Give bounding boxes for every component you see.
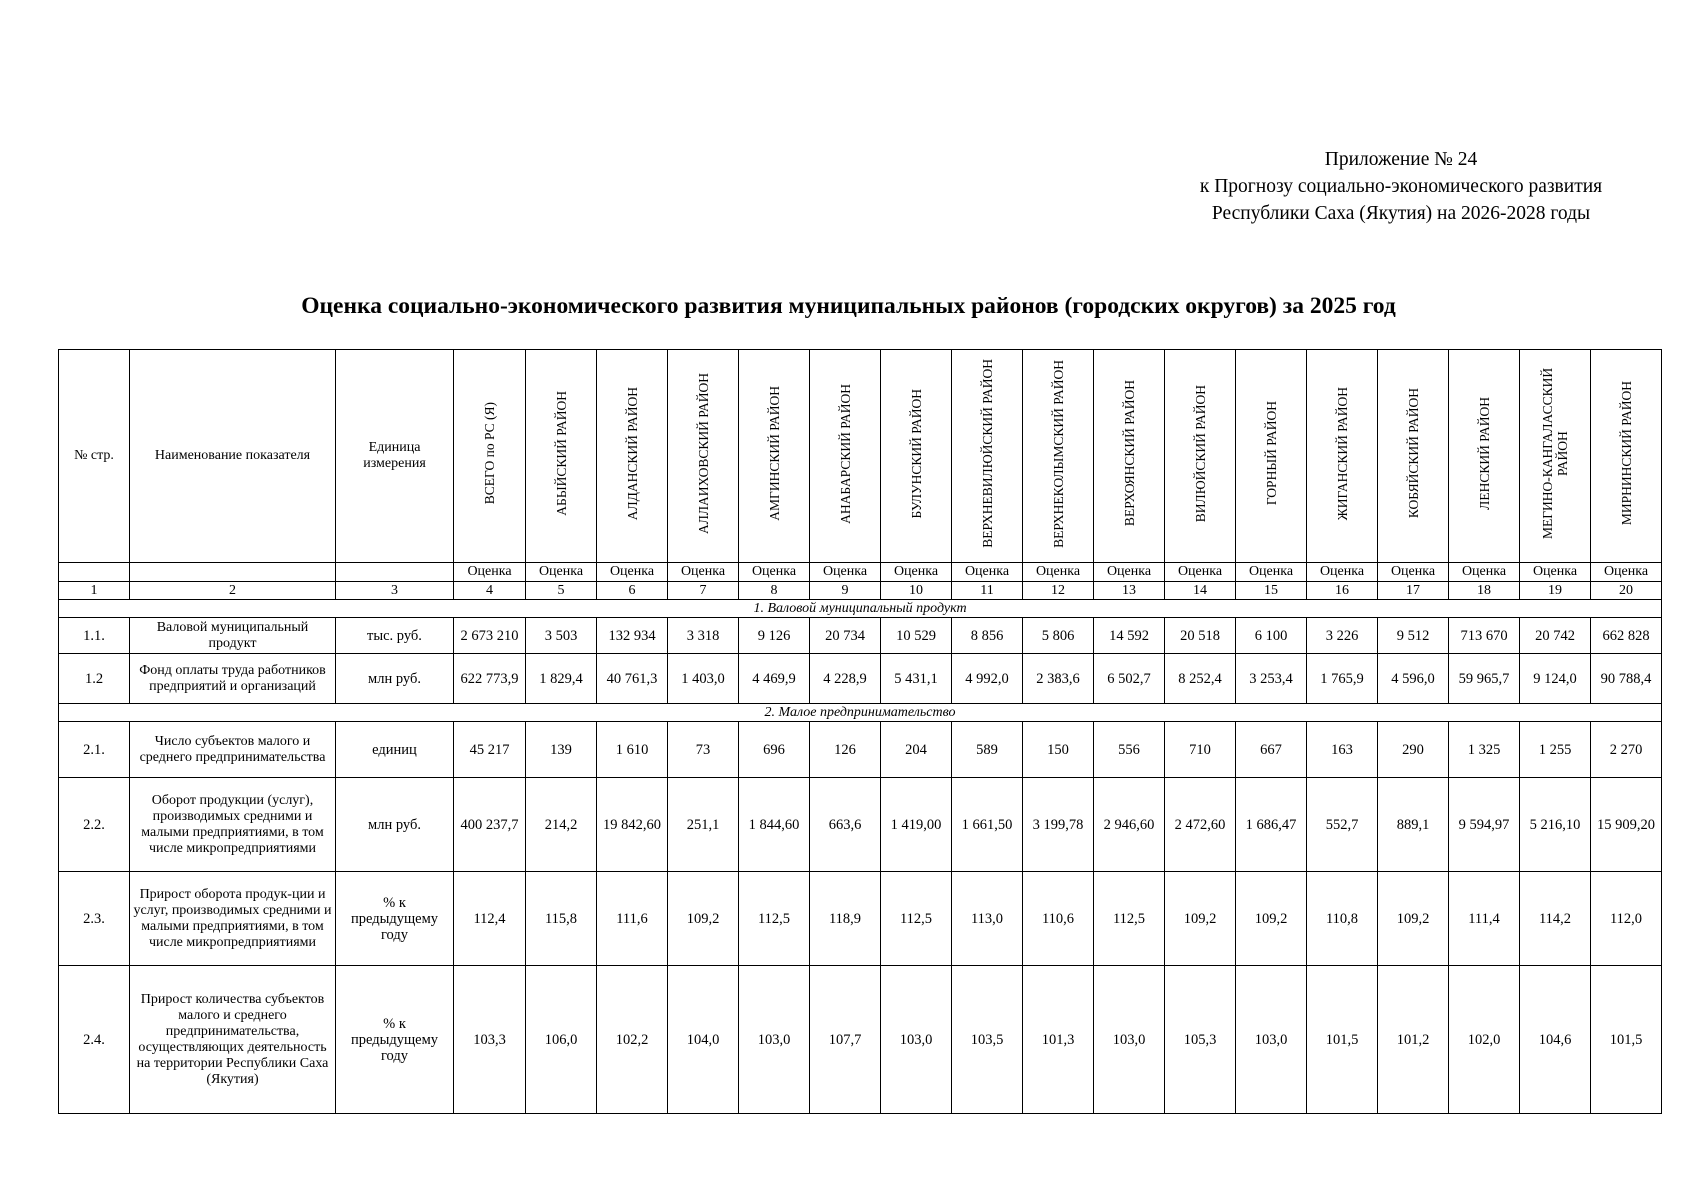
estimate-label: Оценка <box>668 563 739 582</box>
value-cell: 2 270 <box>1591 722 1662 778</box>
value-cell: 622 773,9 <box>454 654 526 704</box>
column-number: 1 <box>59 582 130 600</box>
value-cell: 90 788,4 <box>1591 654 1662 704</box>
unit-of-measure: тыс. руб. <box>336 618 454 654</box>
unit-of-measure: единиц <box>336 722 454 778</box>
district-header <box>1023 350 1094 563</box>
district-name: АЛЛАИХОВСКИЙ РАЙОН <box>695 372 711 535</box>
table-row <box>59 778 1662 872</box>
district-name: АЛДАНСКИЙ РАЙОН <box>624 386 640 521</box>
district-name: ВИЛЮЙСКИЙ РАЙОН <box>1192 384 1208 523</box>
value-cell: 104,6 <box>1520 966 1591 1114</box>
district-header <box>1307 350 1378 563</box>
district-name: ЛЕНСКИЙ РАЙОН <box>1476 397 1492 510</box>
column-number: 3 <box>336 582 454 600</box>
header-unit: Единица измерения <box>336 350 454 563</box>
value-cell: 1 255 <box>1520 722 1591 778</box>
estimate-label: Оценка <box>1236 563 1307 582</box>
estimate-row <box>59 563 1662 582</box>
value-cell: 1 844,60 <box>739 778 810 872</box>
value-cell: 552,7 <box>1307 778 1378 872</box>
header-num: № стр. <box>59 350 130 563</box>
district-header <box>668 350 739 563</box>
estimate-label: Оценка <box>1449 563 1520 582</box>
value-cell: 15 909,20 <box>1591 778 1662 872</box>
section-row <box>59 704 1662 722</box>
column-number: 11 <box>952 582 1023 600</box>
value-cell: 4 469,9 <box>739 654 810 704</box>
empty-cell <box>130 563 336 582</box>
estimate-label: Оценка <box>952 563 1023 582</box>
value-cell: 3 199,78 <box>1023 778 1094 872</box>
value-cell: 662 828 <box>1591 618 1662 654</box>
value-cell: 3 253,4 <box>1236 654 1307 704</box>
estimate-label: Оценка <box>526 563 597 582</box>
value-cell: 114,2 <box>1520 872 1591 966</box>
district-name: ЖИГАНСКИЙ РАЙОН <box>1334 386 1350 521</box>
value-cell: 8 856 <box>952 618 1023 654</box>
value-cell: 6 100 <box>1236 618 1307 654</box>
value-cell: 59 965,7 <box>1449 654 1520 704</box>
district-name: ВЕРХНЕКОЛЫМСКИЙ РАЙОН <box>1050 359 1066 548</box>
value-cell: 5 431,1 <box>881 654 952 704</box>
column-number: 4 <box>454 582 526 600</box>
value-cell: 103,5 <box>952 966 1023 1114</box>
value-cell: 109,2 <box>1165 872 1236 966</box>
value-cell: 110,8 <box>1307 872 1378 966</box>
value-cell: 45 217 <box>454 722 526 778</box>
value-cell: 139 <box>526 722 597 778</box>
value-cell: 101,3 <box>1023 966 1094 1114</box>
value-cell: 713 670 <box>1449 618 1520 654</box>
value-cell: 3 503 <box>526 618 597 654</box>
estimate-label: Оценка <box>1094 563 1165 582</box>
district-header <box>810 350 881 563</box>
district-header <box>1591 350 1662 563</box>
value-cell: 14 592 <box>1094 618 1165 654</box>
estimate-label: Оценка <box>454 563 526 582</box>
value-cell: 111,6 <box>597 872 668 966</box>
column-number-row <box>59 582 1662 600</box>
column-number: 14 <box>1165 582 1236 600</box>
estimate-label: Оценка <box>1023 563 1094 582</box>
value-cell: 667 <box>1236 722 1307 778</box>
value-cell: 1 610 <box>597 722 668 778</box>
value-cell: 112,5 <box>739 872 810 966</box>
value-cell: 103,0 <box>739 966 810 1114</box>
estimate-label: Оценка <box>597 563 668 582</box>
column-number: 10 <box>881 582 952 600</box>
estimate-label: Оценка <box>810 563 881 582</box>
column-number: 6 <box>597 582 668 600</box>
value-cell: 106,0 <box>526 966 597 1114</box>
value-cell: 400 237,7 <box>454 778 526 872</box>
value-cell: 103,3 <box>454 966 526 1114</box>
column-number: 9 <box>810 582 881 600</box>
value-cell: 710 <box>1165 722 1236 778</box>
value-cell: 102,2 <box>597 966 668 1114</box>
value-cell: 103,0 <box>881 966 952 1114</box>
section-row <box>59 600 1662 618</box>
value-cell: 118,9 <box>810 872 881 966</box>
column-number: 15 <box>1236 582 1307 600</box>
value-cell: 1 325 <box>1449 722 1520 778</box>
value-cell: 9 594,97 <box>1449 778 1520 872</box>
value-cell: 109,2 <box>1236 872 1307 966</box>
value-cell: 110,6 <box>1023 872 1094 966</box>
value-cell: 1 686,47 <box>1236 778 1307 872</box>
column-number: 2 <box>130 582 336 600</box>
value-cell: 251,1 <box>668 778 739 872</box>
row-number: 2.4. <box>59 966 130 1114</box>
column-number: 20 <box>1591 582 1662 600</box>
value-cell: 109,2 <box>1378 872 1449 966</box>
value-cell: 9 126 <box>739 618 810 654</box>
empty-cell <box>59 563 130 582</box>
district-name: КОБЯЙСКИЙ РАЙОН <box>1405 388 1421 519</box>
column-number: 5 <box>526 582 597 600</box>
value-cell: 556 <box>1094 722 1165 778</box>
district-header <box>526 350 597 563</box>
appendix-line-1: Приложение № 24 <box>1324 149 1478 170</box>
value-cell: 113,0 <box>952 872 1023 966</box>
district-name: АНАБАРСКИЙ РАЙОН <box>837 383 853 524</box>
value-cell: 112,5 <box>1094 872 1165 966</box>
estimate-label: Оценка <box>1591 563 1662 582</box>
district-name: ВЕРХНЕВИЛЮЙСКИЙ РАЙОН <box>979 359 995 548</box>
value-cell: 115,8 <box>526 872 597 966</box>
indicator-name: Прирост оборота продук-ции и услуг, производимых средними и малыми предприятиями, в том числе микропредприятиями <box>130 872 336 966</box>
district-header <box>1378 350 1449 563</box>
district-header <box>1236 350 1307 563</box>
table-row <box>59 654 1662 704</box>
unit-of-measure: млн руб. <box>336 778 454 872</box>
indicator-name: Валовой муниципальный продукт <box>130 618 336 654</box>
empty-cell <box>336 563 454 582</box>
estimate-label: Оценка <box>881 563 952 582</box>
row-number: 1.1. <box>59 618 130 654</box>
row-number: 2.3. <box>59 872 130 966</box>
table-row <box>59 872 1662 966</box>
value-cell: 1 403,0 <box>668 654 739 704</box>
column-number: 7 <box>668 582 739 600</box>
unit-of-measure: % к предыдущему году <box>336 872 454 966</box>
table-row <box>59 722 1662 778</box>
district-header <box>952 350 1023 563</box>
district-name: АБЫЙСКИЙ РАЙОН <box>553 391 569 516</box>
row-number: 1.2 <box>59 654 130 704</box>
value-cell: 132 934 <box>597 618 668 654</box>
value-cell: 2 673 210 <box>454 618 526 654</box>
value-cell: 2 383,6 <box>1023 654 1094 704</box>
district-name: ГОРНЫЙ РАЙОН <box>1263 401 1279 506</box>
value-cell: 5 806 <box>1023 618 1094 654</box>
value-cell: 20 742 <box>1520 618 1591 654</box>
district-header <box>739 350 810 563</box>
value-cell: 889,1 <box>1378 778 1449 872</box>
value-cell: 107,7 <box>810 966 881 1114</box>
estimate-label: Оценка <box>1307 563 1378 582</box>
district-name: МЕГИНО-КАНГАЛАССКИЙ РАЙОН <box>1540 367 1570 540</box>
indicators-table <box>58 349 1662 1114</box>
indicator-name: Число субъектов малого и среднего предпринимательства <box>130 722 336 778</box>
value-cell: 589 <box>952 722 1023 778</box>
value-cell: 40 761,3 <box>597 654 668 704</box>
estimate-label: Оценка <box>1165 563 1236 582</box>
column-number: 12 <box>1023 582 1094 600</box>
district-header <box>1520 350 1591 563</box>
value-cell: 4 228,9 <box>810 654 881 704</box>
value-cell: 8 252,4 <box>1165 654 1236 704</box>
table-row <box>59 966 1662 1114</box>
value-cell: 104,0 <box>668 966 739 1114</box>
column-number: 18 <box>1449 582 1520 600</box>
value-cell: 214,2 <box>526 778 597 872</box>
value-cell: 6 502,7 <box>1094 654 1165 704</box>
district-header <box>454 350 526 563</box>
header-name: Наименование показателя <box>130 350 336 563</box>
appendix-block <box>1141 146 1661 227</box>
value-cell: 9 512 <box>1378 618 1449 654</box>
value-cell: 4 596,0 <box>1378 654 1449 704</box>
estimate-label: Оценка <box>739 563 810 582</box>
estimate-label: Оценка <box>1378 563 1449 582</box>
value-cell: 101,2 <box>1378 966 1449 1114</box>
value-cell: 163 <box>1307 722 1378 778</box>
value-cell: 112,4 <box>454 872 526 966</box>
value-cell: 2 946,60 <box>1094 778 1165 872</box>
district-name: БУЛУНСКИЙ РАЙОН <box>908 388 924 519</box>
column-number: 17 <box>1378 582 1449 600</box>
value-cell: 150 <box>1023 722 1094 778</box>
table-body <box>59 350 1662 1114</box>
value-cell: 204 <box>881 722 952 778</box>
row-number: 2.2. <box>59 778 130 872</box>
value-cell: 3 226 <box>1307 618 1378 654</box>
unit-of-measure: млн руб. <box>336 654 454 704</box>
district-header <box>1094 350 1165 563</box>
value-cell: 101,5 <box>1307 966 1378 1114</box>
value-cell: 103,0 <box>1094 966 1165 1114</box>
value-cell: 1 829,4 <box>526 654 597 704</box>
section-title: 1. Валовой муниципальный продукт <box>59 600 1662 618</box>
document-title: Оценка социально-экономического развития муниципальных районов (городских округов) за 2025 год <box>301 293 1396 319</box>
indicator-name: Прирост количества субъектов малого и среднего предпринимательства, осуществляющих деятельность на территории Республики Саха (Якутия) <box>130 966 336 1114</box>
value-cell: 9 124,0 <box>1520 654 1591 704</box>
value-cell: 1 765,9 <box>1307 654 1378 704</box>
value-cell: 73 <box>668 722 739 778</box>
value-cell: 663,6 <box>810 778 881 872</box>
table-row <box>59 618 1662 654</box>
value-cell: 1 419,00 <box>881 778 952 872</box>
indicator-name: Оборот продукции (услуг), производимых средними и малыми предприятиями, в том числе микропредприятиями <box>130 778 336 872</box>
unit-of-measure: % к предыдущему году <box>336 966 454 1114</box>
indicator-name: Фонд оплаты труда работников предприятий и организаций <box>130 654 336 704</box>
column-number: 13 <box>1094 582 1165 600</box>
value-cell: 105,3 <box>1165 966 1236 1114</box>
value-cell: 696 <box>739 722 810 778</box>
column-number: 19 <box>1520 582 1591 600</box>
value-cell: 3 318 <box>668 618 739 654</box>
value-cell: 103,0 <box>1236 966 1307 1114</box>
district-header <box>1449 350 1520 563</box>
estimate-label: Оценка <box>1520 563 1591 582</box>
district-name: ВЕРХОЯНСКИЙ РАЙОН <box>1121 380 1137 527</box>
value-cell: 111,4 <box>1449 872 1520 966</box>
value-cell: 101,5 <box>1591 966 1662 1114</box>
value-cell: 102,0 <box>1449 966 1520 1114</box>
district-header <box>881 350 952 563</box>
value-cell: 112,5 <box>881 872 952 966</box>
value-cell: 4 992,0 <box>952 654 1023 704</box>
district-header <box>597 350 668 563</box>
value-cell: 2 472,60 <box>1165 778 1236 872</box>
district-name: АМГИНСКИЙ РАЙОН <box>766 386 782 521</box>
column-number: 8 <box>739 582 810 600</box>
column-number: 16 <box>1307 582 1378 600</box>
district-name: ВСЕГО по РС (Я) <box>482 402 497 505</box>
value-cell: 126 <box>810 722 881 778</box>
value-cell: 19 842,60 <box>597 778 668 872</box>
district-name: МИРНИНСКИЙ РАЙОН <box>1618 381 1634 526</box>
row-number: 2.1. <box>59 722 130 778</box>
district-header <box>1165 350 1236 563</box>
value-cell: 1 661,50 <box>952 778 1023 872</box>
value-cell: 20 518 <box>1165 618 1236 654</box>
value-cell: 290 <box>1378 722 1449 778</box>
section-title: 2. Малое предпринимательство <box>59 704 1662 722</box>
value-cell: 10 529 <box>881 618 952 654</box>
header-row <box>59 350 1662 563</box>
appendix-line-2: к Прогнозу социально-экономического развития <box>1199 176 1603 197</box>
value-cell: 5 216,10 <box>1520 778 1591 872</box>
value-cell: 112,0 <box>1591 872 1662 966</box>
value-cell: 20 734 <box>810 618 881 654</box>
appendix-line-3: Республики Саха (Якутия) на 2026-2028 годы <box>1211 203 1591 224</box>
value-cell: 109,2 <box>668 872 739 966</box>
